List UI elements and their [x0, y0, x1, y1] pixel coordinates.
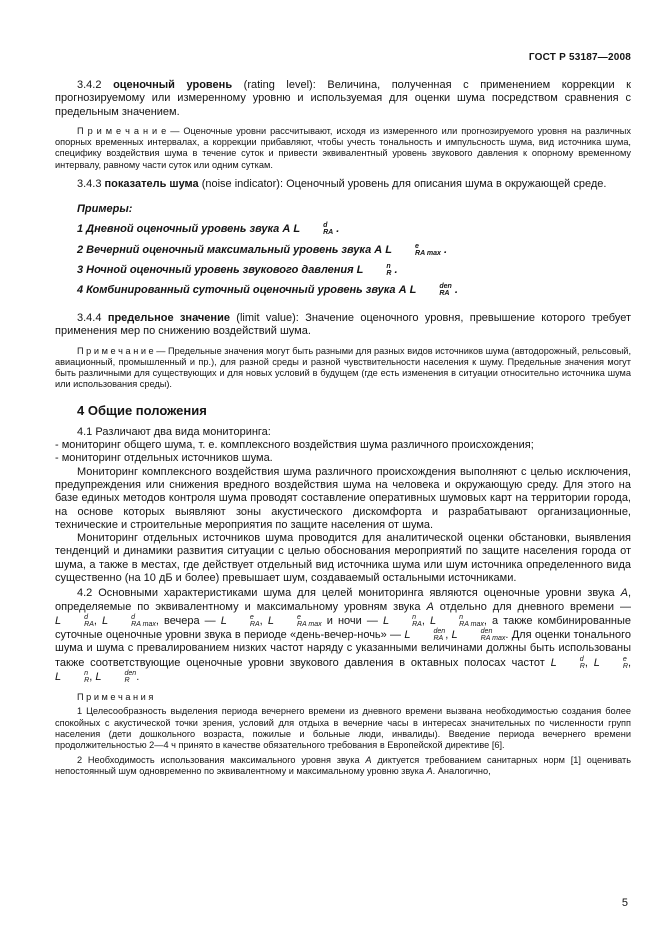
para-4-1-b: Мониторинг отдельных источников шума проводится для аналитической оценки обстановки, выявления тенденций и динамики развития ситуации с целью обоснования мероприятий по защите населения города от шума, а также в местах, где действует отдельный вид источника шума или шум источника определенного вида существенно (на 10 дБ и более) превышает шум, создаваемый остальными источниками.: [55, 532, 631, 584]
document-header: [55, 52, 631, 64]
section-heading-4: 4 Общие положения: [77, 402, 207, 418]
noise-level-formula: L den R: [95, 669, 137, 684]
noise-level-formula: L den RA: [409, 282, 452, 297]
doc-number: ГОСТ Р 53187—2008: [528, 52, 631, 63]
noise-level-formula: L d RA max: [102, 613, 156, 628]
example-1: 1 Дневной оценочный уровень звука А L d RA .: [77, 222, 340, 237]
para-3-4-2: 3.4.2 оценочный уровень (rating level): Величина, полученная с применением коррекции к прогнозируемому или измеренному уровню и используемая для оценки шума посредством сравнения с предельным значением.: [55, 79, 631, 118]
noise-level-formula: L n R: [55, 669, 90, 684]
para-4-1-intro: 4.1 Различают два вида мониторинга:: [77, 425, 271, 438]
noise-level-formula: L den RA: [404, 628, 446, 643]
page-number: 5: [621, 897, 628, 909]
example-2: 2 Вечерний оценочный максимальный уровень звука А L e RA max .: [77, 242, 448, 257]
para-3-4-4: 3.4.4 предельное значение (limit value): Значение оценочного уровня, превышение которого требует применения мер по снижению воздействий шума.: [55, 311, 631, 338]
noise-level-formula: L n R: [356, 262, 392, 277]
examples-title: Примеры:: [77, 203, 133, 216]
note-2: 2 Необходимость использования максимального уровня звука А диктуется требованием санитарных норм [1] оценивать непостоянный шум одновременно по эквивалентному и максимальному уровню звука А. Аналогично,: [55, 754, 631, 776]
example-3: 3 Ночной оценочный уровень звукового давления L n R .: [77, 262, 398, 277]
notes-title: П р и м е ч а н и я: [77, 692, 154, 703]
noise-level-formula: L d RA: [55, 613, 94, 628]
para-3-4-3: 3.4.3 показатель шума (noise indicator): Оценочный уровень для описания шума в окружающей среде.: [77, 178, 607, 191]
example-4: 4 Комбинированный суточный оценочный уровень звука А L den RA .: [77, 282, 458, 297]
note-3-4-4: П р и м е ч а н и е — Предельные значения могут быть разными для разных видов источников шума (автодорожный, рельсовый, авиационный, промышленный и пр.), для разной среды и разной чувствительности населения к шуму. Предельные значения могут быть различными для существующих и для новых условий в будущем (где есть изменения в ситуации относительно источника шума или использования среды).: [55, 345, 631, 390]
noise-level-formula: L e R: [593, 655, 628, 670]
note-1: 1 Целесообразность выделения периода вечернего времени из дневного времени вызвана необходимостью создания более спокойных с акустической точки зрения, условий для отдыха в вечерние часы в интересах значительных по численности групп населения (дети дошкольного возраста, пожилые и больные люди, инвалиды). Введение периода вечернего времени продолжительностью 2—4 ч принято в качестве обязательного требования в Европейской директиве [6].: [55, 706, 631, 751]
noise-level-formula: L den RA max: [451, 628, 506, 643]
noise-level-formula: L d R: [550, 655, 585, 670]
noise-level-formula: L d RA: [293, 222, 334, 237]
noise-level-formula: L n RA max: [430, 613, 484, 628]
noise-level-formula: L n RA: [382, 613, 422, 628]
para-4-1-a: Мониторинг комплексного воздействия шума различного происхождения выполняют с целью исключения, предупреждения или снижения вредного воздействия шума на человека и окружающую среду. Для этого на базе единых методов контроля шума проводят составление оперативных шумовых карт на территории города, на основе которых выявляют зоны акустического дискомфорта и разрабатывают организационные, технические и строительные мероприятия по защите населения от шума.: [55, 465, 631, 531]
noise-level-formula: L e RA: [220, 613, 260, 628]
note-3-4-2: П р и м е ч а н и е — Оценочные уровни рассчитывают, исходя из измеренного или прогнозируемого уровня на различных опорных временных интервалах, а коррекции прибавляют, чтобы учесть тональность и импульсность шума, вид источника шума, специфику воздействия шума в течение суток и привести эквивалентный уровень звукового давления к опорному временному интервалу, равному части суток или одним суткам.: [55, 125, 631, 170]
noise-level-formula: L e RA max: [267, 613, 322, 628]
list-item-individual-sources: - мониторинг отдельных источников шума.: [55, 452, 273, 465]
noise-level-formula: L e RA max: [385, 242, 441, 257]
list-item-general-noise: - мониторинг общего шума, т. е. комплексного воздействия шума различного происхождения;: [55, 439, 534, 452]
para-4-2: 4.2 Основными характеристиками шума для целей мониторинга являются оценочные уровни звука А, определяемые по эквивалентному и максимальному уровням звука А отдельно для дневного времени — L d RA , L d RA max , вечера — L e RA , L e RA max и ночи — L n RA , L n RA max , а также комбинированные суточные оценочные уровни звука в периоде «день-вечер-ночь» — L den RA , L den RA max . Для оценки тонального шума и шума с превалированием низких частот наряду с указанными величинами должны быть использованы также соответствующие оценочные уровни звукового давления в октавных полосах частот L d R , L e R , L n R , L den R .: [55, 587, 631, 684]
